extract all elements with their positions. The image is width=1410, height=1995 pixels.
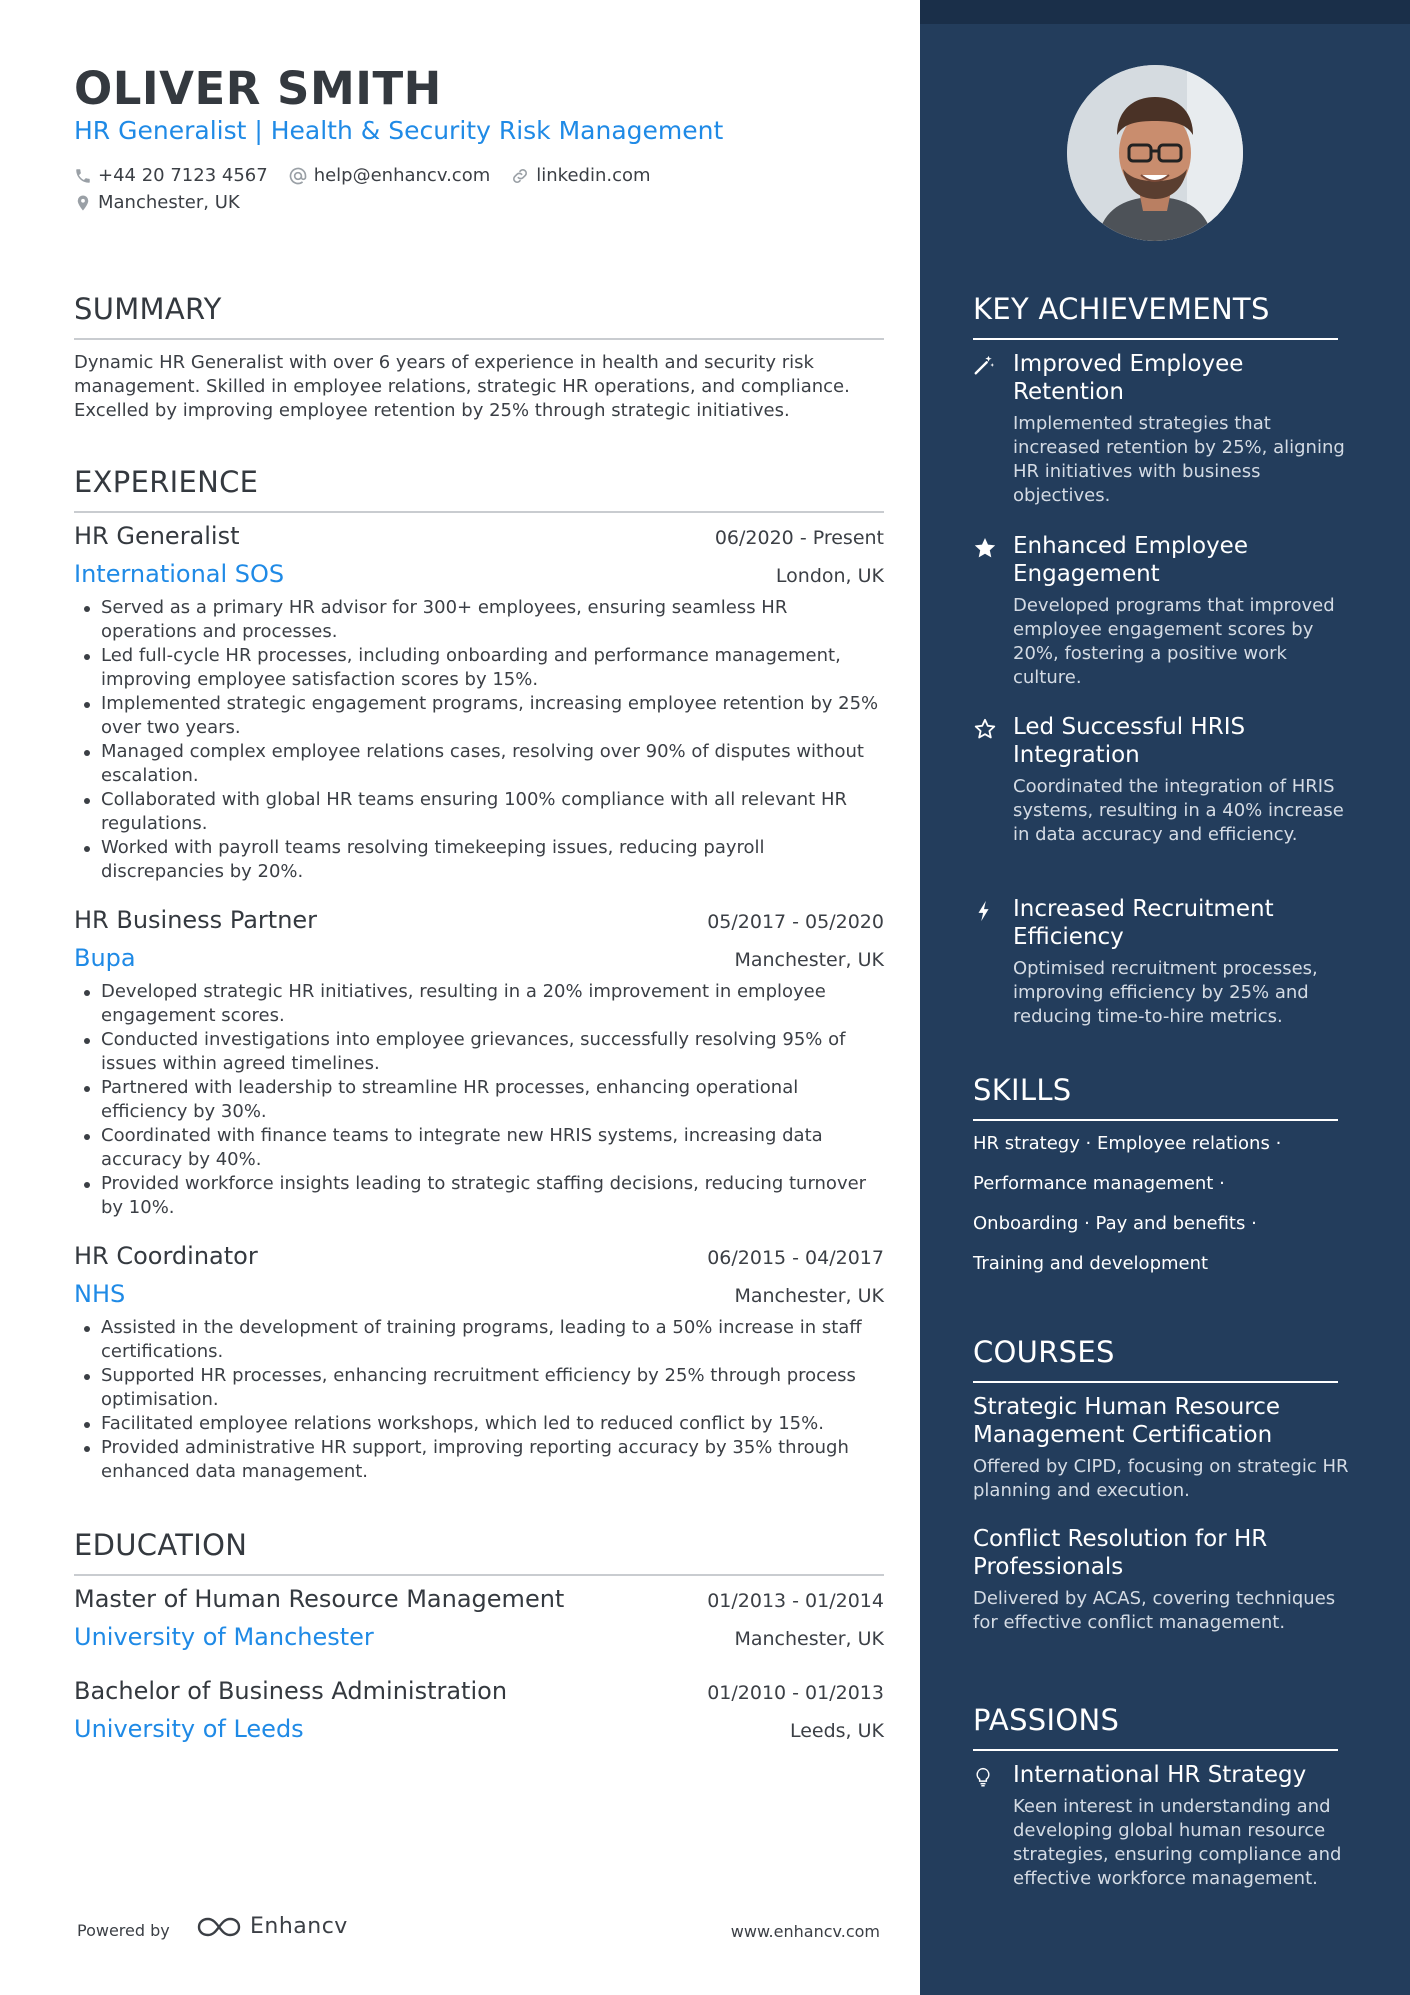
- bullet-item: Assisted in the development of training programs, leading to a 50% increase in staff certifications.: [74, 1316, 884, 1364]
- achievement-item: [973, 895, 1353, 1029]
- skill-line: HR strategy · Employee relations ·: [973, 1133, 1282, 1154]
- brand-name: Enhancv: [250, 1914, 348, 1939]
- bullet-item: Coordinated with finance teams to integrate new HRIS systems, increasing data accuracy by 40%.: [74, 1124, 884, 1172]
- profile-photo: [1067, 65, 1243, 241]
- achievement-title: Enhanced Employee Engagement: [1013, 533, 1248, 587]
- job-location: Manchester, UK: [734, 1285, 884, 1307]
- link-icon: [510, 166, 530, 186]
- bullet-item: Served as a primary HR advisor for 300+ employees, ensuring seamless HR operations and processes.: [74, 596, 884, 644]
- contact-location: [74, 192, 240, 213]
- candidate-name: OLIVER SMITH: [74, 62, 442, 115]
- contact-linkedin[interactable]: [510, 165, 650, 186]
- education-location: Manchester, UK: [734, 1628, 884, 1650]
- job-location: Manchester, UK: [734, 949, 884, 971]
- bullet-item: Led full-cycle HR processes, including onboarding and performance management, improving employee satisfaction scores by 15%.: [74, 644, 884, 692]
- location-text: Manchester, UK: [98, 192, 240, 213]
- school: University of Manchester: [74, 1623, 374, 1651]
- lightbulb-icon: [973, 1765, 993, 1789]
- footer-url[interactable]: www.enhancv.com: [730, 1922, 880, 1941]
- bullet-item: Provided administrative HR support, improving reporting accuracy by 35% through enhanced data management.: [74, 1436, 884, 1484]
- job-role: HR Coordinator: [74, 1242, 258, 1270]
- contact-row: [74, 165, 671, 186]
- job-dates: 05/2017 - 05/2020: [707, 911, 884, 933]
- education-dates: 01/2013 - 01/2014: [707, 1590, 884, 1612]
- achievement-description: Implemented strategies that increased retention by 25%, aligning HR initiatives with business objectives.: [1013, 413, 1345, 506]
- email-text: help@enhancv.com: [313, 165, 491, 186]
- school: University of Leeds: [74, 1715, 304, 1743]
- education-dates: 01/2010 - 01/2013: [707, 1682, 884, 1704]
- job-organization: Bupa: [74, 944, 136, 972]
- contact-phone[interactable]: [74, 165, 268, 186]
- job-organization: NHS: [74, 1280, 126, 1308]
- job-entry: [74, 906, 884, 1220]
- job-entry: [74, 1242, 884, 1484]
- degree: Bachelor of Business Administration: [74, 1677, 508, 1705]
- job-bullets: [74, 980, 884, 1220]
- passion-title: International HR Strategy: [1013, 1762, 1307, 1788]
- bullet-item: Partnered with leadership to streamline HR processes, enhancing operational efficiency by 30%.: [74, 1076, 884, 1124]
- course-item: [973, 1393, 1353, 1503]
- job-location: London, UK: [775, 565, 884, 587]
- bullet-item: Facilitated employee relations workshops, which led to reduced conflict by 15%.: [74, 1412, 884, 1436]
- achievement-description: Coordinated the integration of HRIS systems, resulting in a 40% increase in data accuracy and efficiency.: [1013, 776, 1344, 845]
- sidebar-column: [920, 0, 1410, 1995]
- at-icon: [288, 166, 308, 186]
- job-role: HR Generalist: [74, 522, 240, 550]
- job-bullets: [74, 1316, 884, 1484]
- bullet-item: Worked with payroll teams resolving timekeeping issues, reducing payroll discrepancies by 20%.: [74, 836, 884, 884]
- courses-heading: COURSES: [973, 1335, 1338, 1383]
- location-pin-icon: [74, 193, 92, 213]
- passions-heading: PASSIONS: [973, 1703, 1338, 1751]
- job-entry: [74, 522, 884, 884]
- skill-line: Training and development: [973, 1253, 1209, 1274]
- achievement-item: [973, 532, 1353, 690]
- powered-by-label: Powered by: [77, 1921, 170, 1940]
- magic-wand-icon: [973, 354, 995, 376]
- job-dates: 06/2015 - 04/2017: [707, 1247, 884, 1269]
- achievements-heading: KEY ACHIEVEMENTS: [973, 292, 1338, 340]
- summary-text: Dynamic HR Generalist with over 6 years of experience in health and security risk management. Skilled in employee relations, strategic HR operations, and compliance. Excelled by improving employee retention by 25% through strategic initiatives.: [74, 352, 850, 421]
- contact-email[interactable]: [288, 165, 491, 186]
- bullet-item: Managed complex employee relations cases, resolving over 90% of disputes without escalation.: [74, 740, 884, 788]
- brand-logo[interactable]: [196, 1914, 348, 1939]
- education-entry: [74, 1585, 884, 1651]
- bullet-item: Conducted investigations into employee grievances, successfully resolving 95% of issues within agreed timelines.: [74, 1028, 884, 1076]
- bullet-item: Supported HR processes, enhancing recruitment efficiency by 25% through process optimisation.: [74, 1364, 884, 1412]
- lightning-icon: [973, 899, 995, 923]
- education-entry: [74, 1677, 884, 1743]
- achievement-title: Led Successful HRIS Integration: [1013, 714, 1246, 768]
- star-outline-icon: [973, 717, 997, 741]
- job-organization: International SOS: [74, 560, 285, 588]
- skills-heading: SKILLS: [973, 1073, 1338, 1121]
- job-bullets: [74, 596, 884, 884]
- course-title: Conflict Resolution for HR Professionals: [973, 1526, 1268, 1580]
- course-title: Strategic Human Resource Management Certification: [973, 1394, 1281, 1448]
- course-item: [973, 1525, 1353, 1635]
- bullet-item: Developed strategic HR initiatives, resulting in a 20% improvement in employee engagement scores.: [74, 980, 884, 1028]
- sidebar-top-bar: [920, 0, 1410, 24]
- achievement-title: Increased Recruitment Efficiency: [1013, 896, 1274, 950]
- location-row: [74, 192, 260, 213]
- candidate-title: HR Generalist | Health & Security Risk Management: [74, 116, 724, 145]
- education-heading: EDUCATION: [74, 1528, 884, 1576]
- experience-heading: EXPERIENCE: [74, 465, 884, 513]
- linkedin-text: linkedin.com: [536, 165, 651, 186]
- course-description: Delivered by ACAS, covering techniques for effective conflict management.: [973, 1588, 1336, 1633]
- course-description: Offered by CIPD, focusing on strategic HR planning and execution.: [973, 1456, 1349, 1501]
- skill-line: Performance management ·: [973, 1173, 1225, 1194]
- achievement-item: [973, 713, 1353, 847]
- summary-heading: SUMMARY: [74, 292, 884, 340]
- phone-text: +44 20 7123 4567: [98, 165, 268, 186]
- phone-icon: [74, 167, 92, 185]
- passion-item: [973, 1761, 1353, 1891]
- education-location: Leeds, UK: [789, 1720, 884, 1742]
- bullet-item: Provided workforce insights leading to strategic staffing decisions, reducing turnover by 10%.: [74, 1172, 884, 1220]
- achievement-description: Developed programs that improved employee engagement scores by 20%, fostering a positive work culture.: [1013, 595, 1335, 688]
- bullet-item: Collaborated with global HR teams ensuring 100% compliance with all relevant HR regulations.: [74, 788, 884, 836]
- star-filled-icon: [973, 536, 997, 560]
- job-dates: 06/2020 - Present: [714, 527, 884, 549]
- passion-description: Keen interest in understanding and developing global human resource strategies, ensuring compliance and effective workforce management.: [1013, 1796, 1342, 1889]
- achievement-description: Optimised recruitment processes, improving efficiency by 25% and reducing time-to-hire metrics.: [1013, 958, 1318, 1027]
- job-role: HR Business Partner: [74, 906, 318, 934]
- degree: Master of Human Resource Management: [74, 1585, 565, 1613]
- avatar: [1067, 65, 1243, 241]
- skills-list: [973, 1132, 1353, 1292]
- bullet-item: Implemented strategic engagement programs, increasing employee retention by 25% over two years.: [74, 692, 884, 740]
- enhancv-logo-icon: [196, 1915, 242, 1939]
- skill-line: Onboarding · Pay and benefits ·: [973, 1213, 1257, 1234]
- achievement-item: [973, 350, 1353, 508]
- achievement-title: Improved Employee Retention: [1013, 351, 1244, 405]
